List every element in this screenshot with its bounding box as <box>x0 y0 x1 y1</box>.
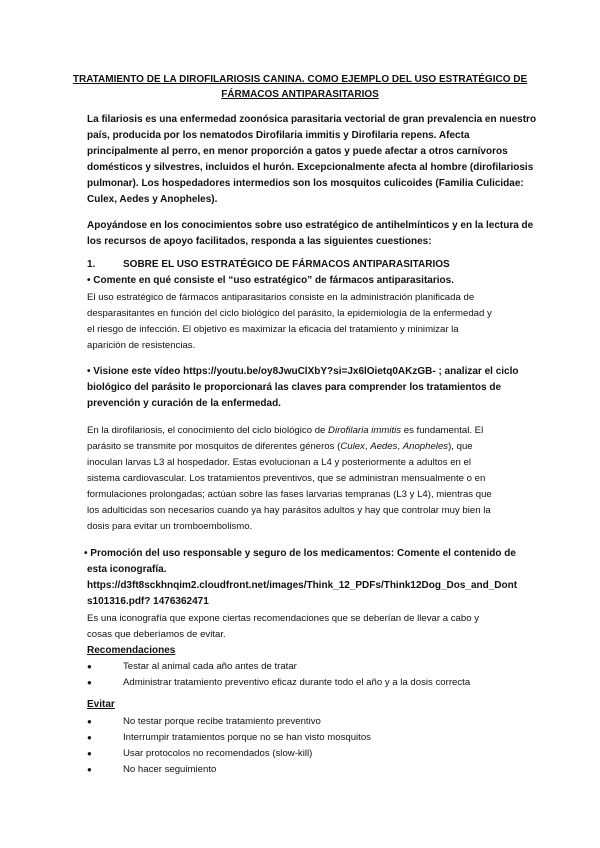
section-heading: SOBRE EL USO ESTRATÉGICO DE FÁRMACOS ANTIPARASITARIOS <box>123 259 450 270</box>
answer-2-line <box>87 439 473 455</box>
answer-3-line: Es una iconografía que expone ciertas recomendaciones que se deberían de llevar a cabo y <box>87 613 479 624</box>
list-item-text: No hacer seguimiento <box>123 764 217 775</box>
document-title-line-2: FÁRMACOS ANTIPARASITARIOS <box>221 89 379 100</box>
answer-2-text: En la dirofilariosis, el conocimiento del ciclo biológico de <box>87 425 329 436</box>
bullet-icon: ● <box>87 678 92 687</box>
intro-line: principalmente al perro, en menor proporción a gatos y puede afectar a otros carnívoros <box>87 146 508 157</box>
section-number: 1. <box>87 259 96 270</box>
answer-1-line: el riesgo de infección. El objetivo es maximizar la eficacia del tratamiento y minimizar la <box>87 324 459 335</box>
answer-1-line: El uso estratégico de fármacos antiparasitarios consiste en la administración planificada de <box>87 292 475 303</box>
genus-name: Anopheles <box>402 441 449 452</box>
species-name: Dirofilaria immitis <box>328 425 402 436</box>
question-2-line: biológico del parásito le proporcionará las claves para comprender los tratamientos de <box>87 382 502 393</box>
intro-line: país, producida por los nematodos Dirofilaria immitis y Dirofilaria repens. Afecta <box>87 130 470 141</box>
answer-2-line: sistema cardiovascular. Los tratamientos preventivos, que se administran mensualmente o en <box>87 473 486 484</box>
answer-2-text: parásito se transmite por mosquitos de diferentes géneros ( <box>87 441 341 452</box>
bullet-icon: ● <box>87 662 92 671</box>
list-item-text: Usar protocolos no recomendados (slow-kill) <box>123 748 313 759</box>
bullet-icon: ● <box>87 765 92 774</box>
answer-2-text: ), que <box>448 441 473 452</box>
intro-line: Culex, Aedes y Anopheles). <box>87 194 218 205</box>
list-item-text: No testar porque recibe tratamiento preventivo <box>123 716 321 727</box>
list-item-text: Interrumpir tratamientos porque no se han visto mosquitos <box>123 732 371 743</box>
resource-link[interactable]: s101316.pdf? 1476362471 <box>87 596 209 607</box>
answer-2-line: inoculan larvas L3 al hospedador. Estas evolucionan a L4 y posteriormente a adultos en el <box>87 457 471 468</box>
answer-2-text: es fundamental. El <box>401 425 484 436</box>
list-item-text: Testar al animal cada año antes de tratar <box>123 661 297 672</box>
genus-name: Culex <box>340 441 365 452</box>
answer-2-line: dosis para evitar un tromboembolismo. <box>87 521 253 532</box>
question-2-line: prevención y curación de la enfermedad. <box>87 398 281 409</box>
evitar-heading: Evitar <box>87 699 115 710</box>
answer-2-line <box>87 423 483 439</box>
bullet-icon: ● <box>87 717 92 726</box>
instructions-line: Apoyándose en los conocimientos sobre uso estratégico de antihelmínticos y en la lectura de <box>87 220 534 231</box>
answer-1-line: desparasitantes en función del ciclo biológico del parásito, la epidemiología de la enfermedad y <box>87 308 492 319</box>
bullet-icon: ● <box>87 733 92 742</box>
resource-link[interactable]: https://d3ft8sckhnqim2.cloudfront.net/images/Think_12_PDFs/Think12Dog_Dos_and_Dont <box>87 580 518 591</box>
answer-3-line: cosas que deberíamos de evitar. <box>87 629 226 640</box>
answer-2-line: los adulticidas son necesarios cuando ya hay parásitos adultos y hay que controlar muy bien la <box>87 505 491 516</box>
answer-2-text: , <box>397 441 403 452</box>
answer-2-line: formulaciones prolongadas; actúan sobre las fases larvarias tempranas (L3 y L4), mientras que <box>87 489 492 500</box>
question-3-line: • Promoción del uso responsable y seguro de los medicamentos: Comente el contenido de <box>84 548 516 559</box>
intro-line: La filariosis es una enfermedad zoonósica parasitaria vectorial de gran prevalencia en nuestro <box>87 114 537 125</box>
document-title-line-1: TRATAMIENTO DE LA DIROFILARIOSIS CANINA. COMO EJEMPLO DEL USO ESTRATÉGICO DE <box>72 74 528 85</box>
answer-1-line: aparición de resistencias. <box>87 340 196 351</box>
list-item-text: Administrar tratamiento preventivo eficaz durante todo el año y a la dosis correcta <box>123 677 471 688</box>
intro-line: pulmonar). Los hospedadores intermedios son los mosquitos culicoides (Familia Culicidae: <box>87 178 524 189</box>
question-2-line: • Visione este vídeo https://youtu.be/oy8JwuClXbY?si=Jx6lOietq0AKzGB- ; analizar el ciclo <box>87 366 519 377</box>
question-3-line: esta iconografía. <box>87 564 167 575</box>
answer-2-text: , <box>364 441 371 452</box>
recomendaciones-heading: Recomendaciones <box>87 645 176 656</box>
question-1: • Comente en qué consiste el “uso estratégico” de fármacos antiparasitarios. <box>87 275 454 286</box>
intro-line: domésticos y silvestres, incluidos el hurón. Excepcionalmente afecta al hombre (dirofilariosis <box>87 162 534 173</box>
bullet-icon: ● <box>87 749 92 758</box>
genus-name: Aedes <box>370 441 398 452</box>
instructions-line: los recursos de apoyo facilitados, responda a las siguientes cuestiones: <box>87 236 432 247</box>
